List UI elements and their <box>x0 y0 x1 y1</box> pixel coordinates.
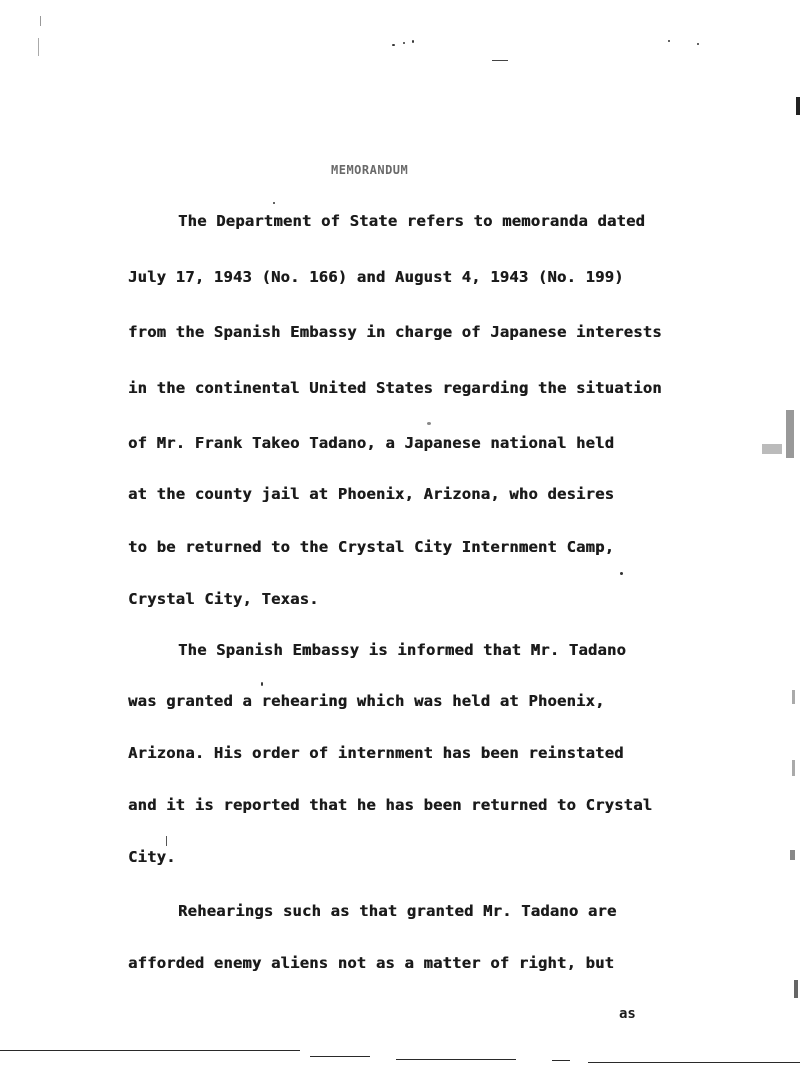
scan-edge-mark <box>166 836 167 846</box>
bottom-rule <box>396 1059 516 1060</box>
memo-line: and it is reported that he has been returned to Crystal <box>128 796 653 814</box>
memo-line: July 17, 1943 (No. 166) and August 4, 1943 (No. 199) <box>128 268 624 286</box>
scan-speck <box>697 43 699 45</box>
scan-speck <box>620 572 623 575</box>
scan-edge-mark <box>40 16 41 26</box>
scan-edge-mark <box>792 690 795 704</box>
memo-line: was granted a rehearing which was held at Phoenix, <box>128 692 605 710</box>
scan-edge-mark <box>38 38 39 56</box>
scan-speck <box>261 682 263 686</box>
memo-line: Rehearings such as that granted Mr. Tadano are <box>178 902 617 920</box>
memo-line: Crystal City, Texas. <box>128 590 319 608</box>
scan-edge-mark <box>786 410 794 458</box>
bottom-rule <box>310 1056 370 1057</box>
scan-speck <box>427 422 431 425</box>
scan-edge-mark <box>796 97 800 115</box>
memo-line: Arizona. His order of internment has been reinstated <box>128 744 624 762</box>
scan-edge-mark <box>794 980 798 998</box>
scan-speck <box>668 40 670 42</box>
memo-line: at the county jail at Phoenix, Arizona, who desires <box>128 485 615 503</box>
scan-speck <box>273 202 275 204</box>
bottom-rule <box>552 1060 570 1061</box>
memo-line: The Department of State refers to memoranda dated <box>178 212 646 230</box>
memo-line: City. <box>128 848 176 866</box>
scan-edge-mark <box>790 850 795 860</box>
memo-line: The Spanish Embassy is informed that Mr. Tadano <box>178 641 626 659</box>
page-continuation-mark: as <box>619 1006 636 1022</box>
memo-line: afforded enemy aliens not as a matter of right, but <box>128 954 615 972</box>
scan-edge-mark <box>792 760 795 776</box>
scan-edge-mark <box>762 444 782 454</box>
bottom-rule <box>588 1062 800 1063</box>
memo-heading: MEMORANDUM <box>331 163 409 177</box>
memo-line: to be returned to the Crystal City Internment Camp, <box>128 538 615 556</box>
bottom-rule <box>0 1050 300 1051</box>
scan-speck <box>392 44 395 46</box>
scan-speck <box>403 42 405 44</box>
scan-speck <box>412 40 414 43</box>
memo-line: in the continental United States regarding the situation <box>128 379 662 397</box>
memo-line: of Mr. Frank Takeo Tadano, a Japanese national held <box>128 434 615 452</box>
scan-dash <box>492 60 508 61</box>
memo-line: from the Spanish Embassy in charge of Japanese interests <box>128 323 662 341</box>
